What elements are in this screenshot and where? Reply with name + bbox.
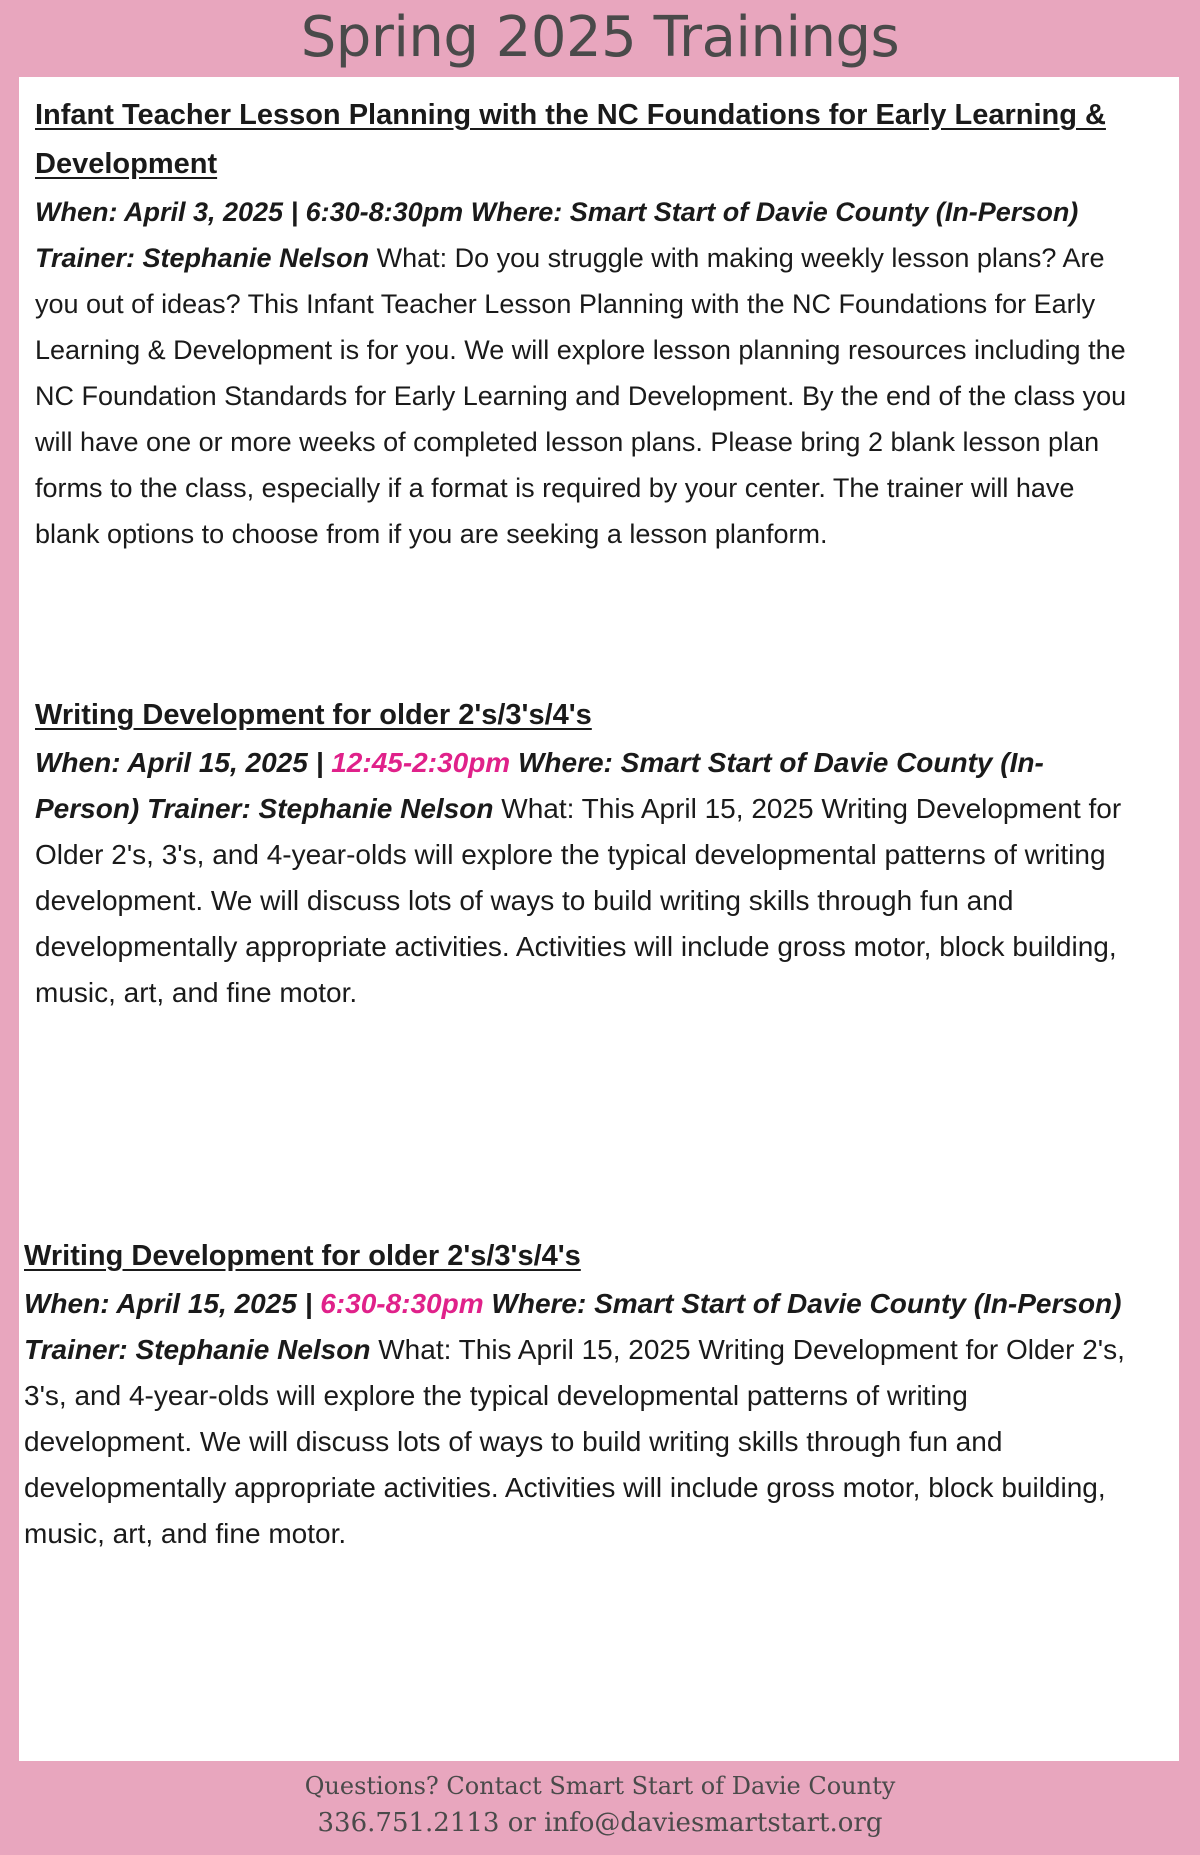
training-trainer: Trainer: Stephanie Nelson <box>147 793 494 824</box>
training-details <box>35 740 1140 1016</box>
training-where: Where: Smart Start of Davie County (In-Person) <box>470 197 1079 227</box>
training-time: 6:30-8:30pm <box>320 1288 484 1319</box>
training-where: Where: Smart Start of Davie County (In-Person) <box>35 747 1044 824</box>
footer <box>0 1768 1200 1842</box>
page-title: Spring 2025 Trainings <box>300 5 900 70</box>
training-title: Infant Teacher Lesson Planning with the NC Foundations for Early Learning & Development <box>35 99 1106 180</box>
training-description: What: Do you struggle with making weekly lesson plans? Are you out of ideas? This Infant Teacher Lesson Planning with the NC Foundations for Early Learning & Development is for you. We will explore lesson planning resources including the NC Foundation Standards for Early Learning and Development. By the end of the class you will have one or more weeks of completed lesson plans. Please bring 2 blank lesson plan forms to the class, especially if a format is required by your center. The trainer will have blank options to choose from if you are seeking a lesson planform. <box>35 243 1127 549</box>
training-time: 12:45-2:30pm <box>331 747 511 778</box>
training-1 <box>35 91 1145 557</box>
training-when: When: April 15, 2025 | <box>35 747 324 778</box>
training-when: When: April 15, 2025 | <box>24 1288 313 1319</box>
footer-contact: Questions? Contact Smart Start of Davie County <box>304 1772 896 1800</box>
training-2 <box>35 691 1140 1016</box>
training-trainer: Trainer: Stephanie Nelson <box>24 1334 371 1365</box>
training-when: When: April 3, 2025 | 6:30-8:30pm <box>35 197 464 227</box>
training-title: Writing Development for older 2's/3's/4's <box>24 1240 581 1272</box>
training-title: Writing Development for older 2's/3's/4's <box>35 699 592 731</box>
footer-phone-email: 336.751.2113 or info@daviesmartstart.org <box>317 1808 883 1838</box>
content-panel <box>19 77 1179 1761</box>
training-3 <box>24 1232 1129 1557</box>
training-details <box>24 1281 1129 1557</box>
training-trainer: Trainer: Stephanie Nelson <box>35 243 370 273</box>
training-where: Where: Smart Start of Davie County (In-Person) <box>491 1288 1122 1319</box>
training-description: What: This April 15, 2025 Writing Development for Older 2's, 3's, and 4-year-olds will explore the typical developmental patterns of writing development. We will discuss lots of ways to build writing skills through fun and developmentally appropriate activities. Activities will include gross motor, block building, music, art, and fine motor. <box>24 1334 1125 1549</box>
training-details <box>35 189 1145 557</box>
training-description: What: This April 15, 2025 Writing Development for Older 2's, 3's, and 4-year-olds will explore the typical developmental patterns of writing development. We will discuss lots of ways to build writing skills through fun and developmentally appropriate activities. Activities will include gross motor, block building, music, art, and fine motor. <box>35 793 1122 1008</box>
